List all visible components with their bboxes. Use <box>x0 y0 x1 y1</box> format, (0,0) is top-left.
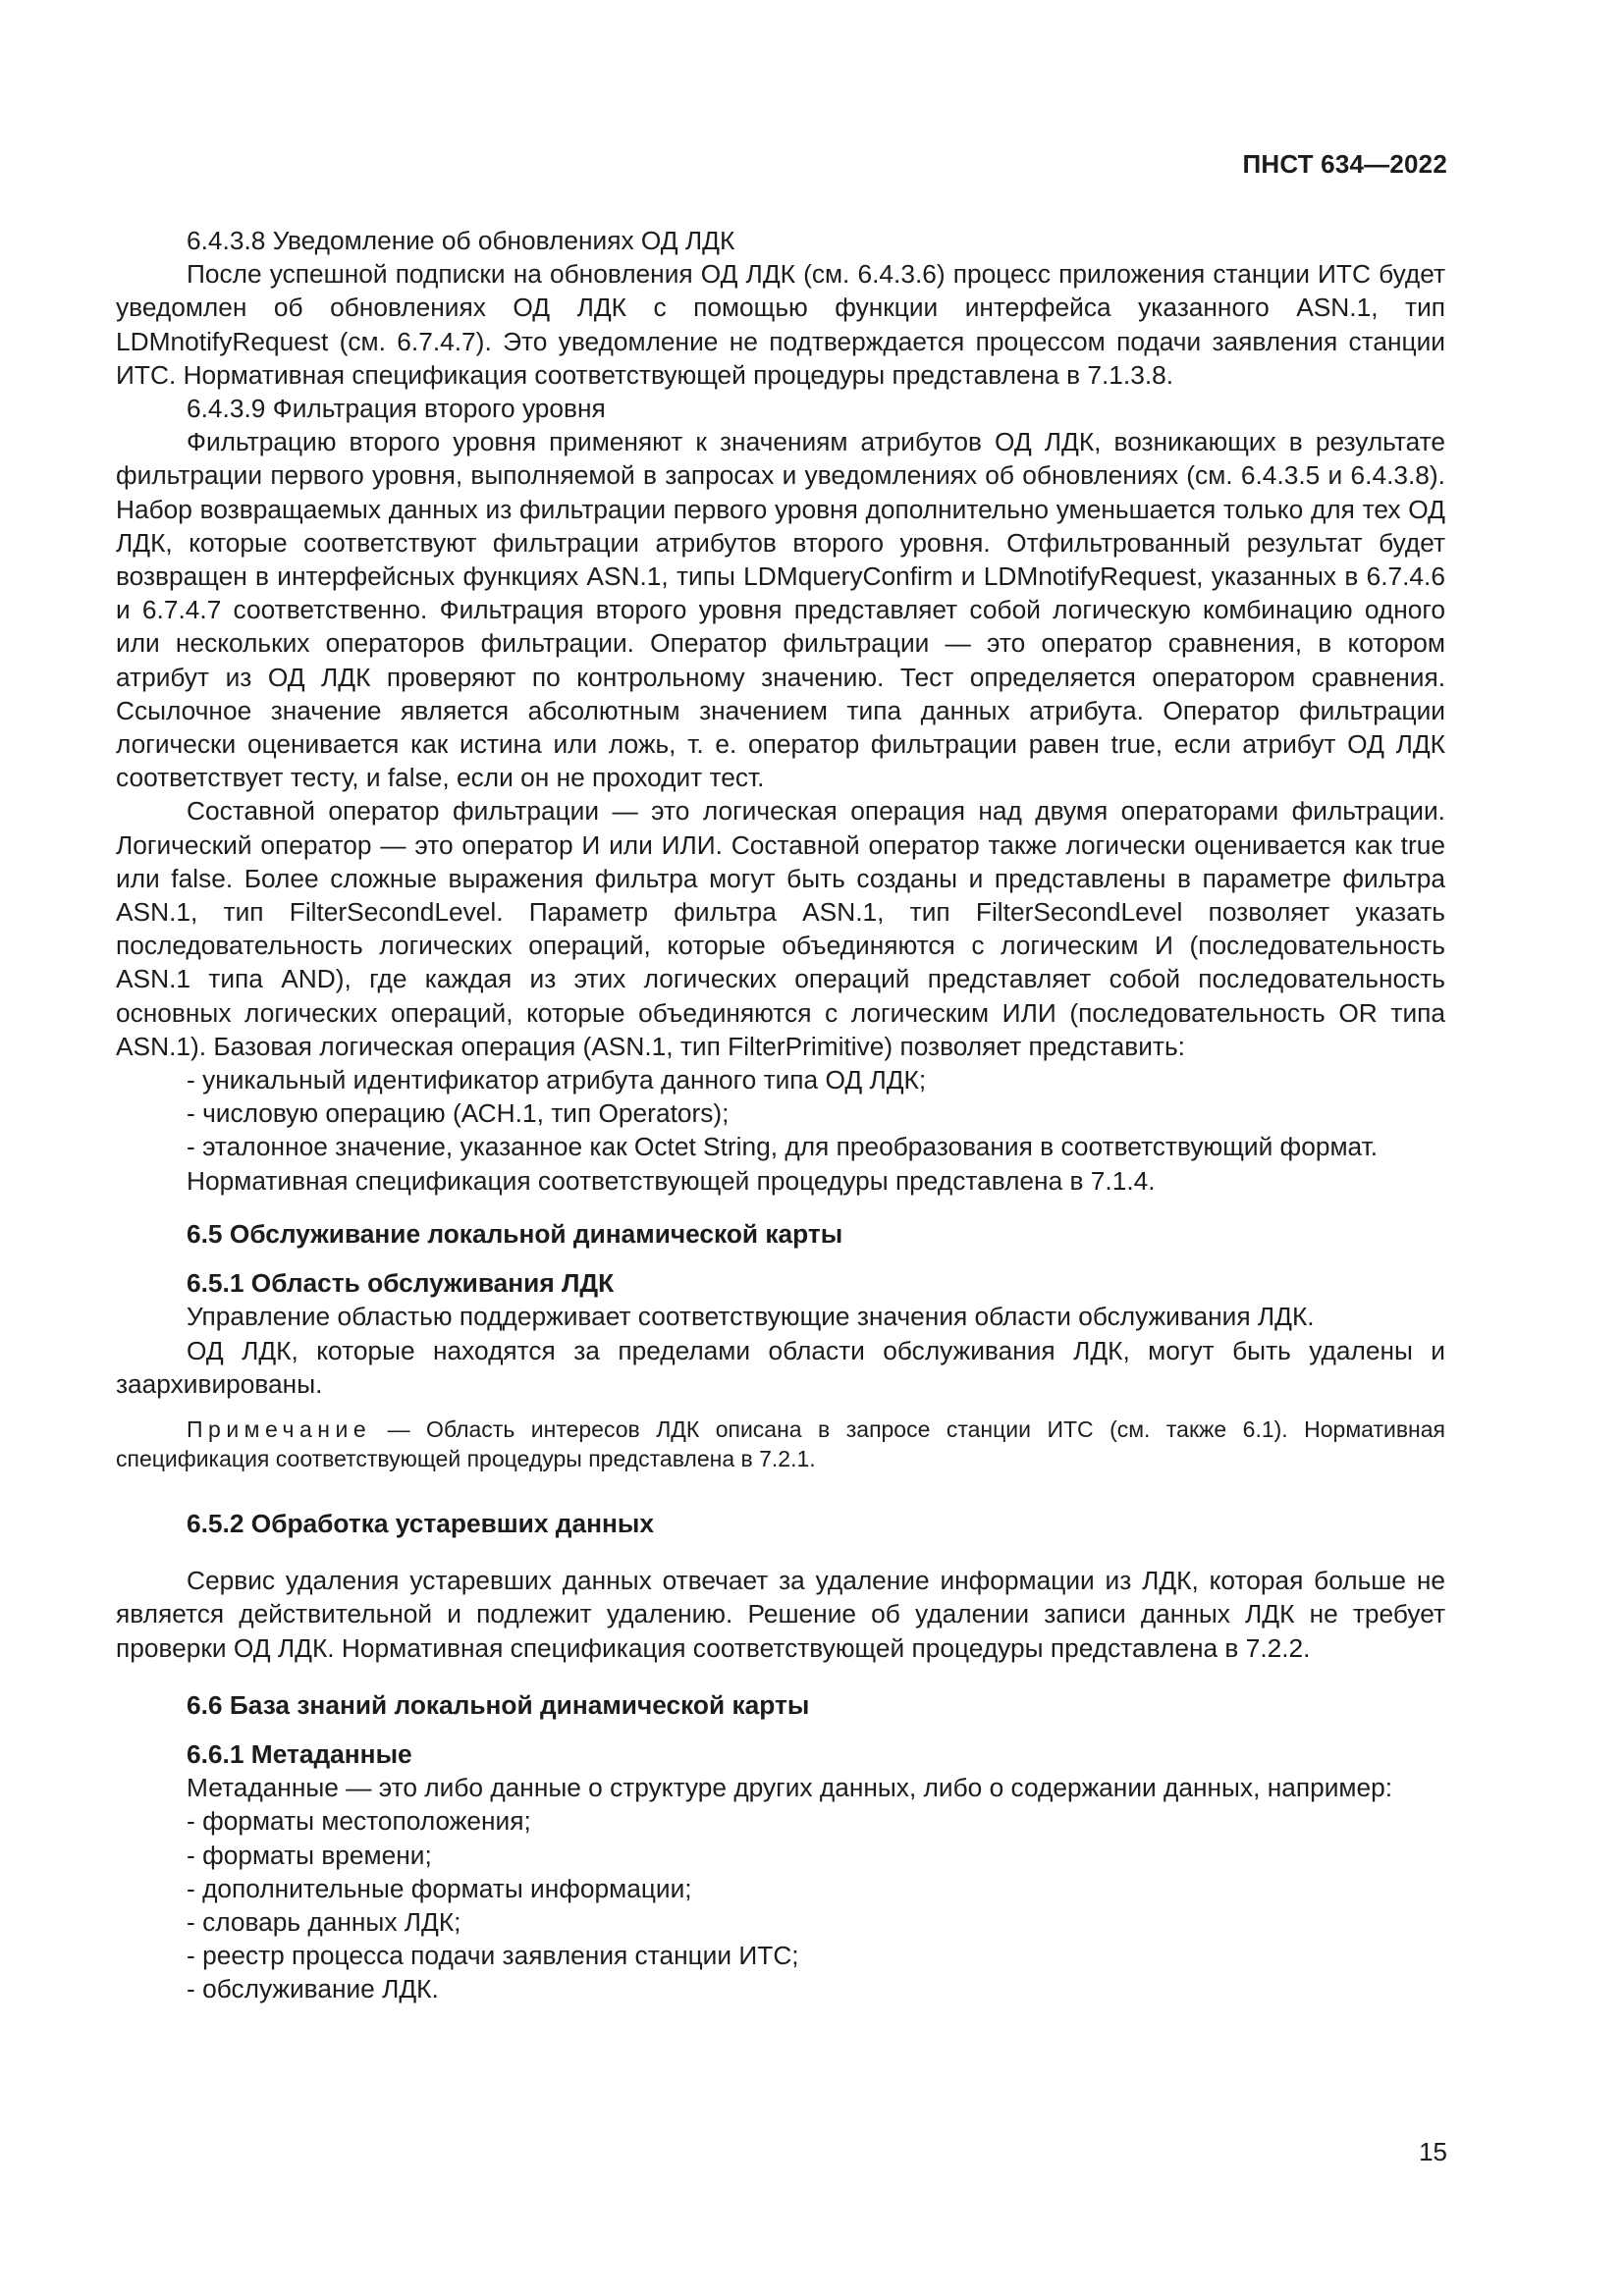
list-item: - числовую операцию (АСН.1, тип Operators); <box>187 1098 730 1129</box>
heading-6-4-3-8: 6.4.3.8 Уведомление об обновлениях ОД ЛДК <box>187 226 735 255</box>
heading-6-5-1: 6.5.1 Область обслуживания ЛДК <box>187 1268 615 1299</box>
heading-6-4-3-9: 6.4.3.9 Фильтрация второго уровня <box>187 394 606 424</box>
heading-6-6-1: 6.6.1 Метаданные <box>187 1738 412 1769</box>
heading-6-5-2: 6.5.2 Обработка устаревших данных <box>187 1508 654 1538</box>
standard-code-header: ПНСТ 634—2022 <box>1242 149 1447 179</box>
list-item: - уникальный идентификатор атрибута данного типа ОД ЛДК; <box>187 1065 927 1095</box>
note <box>116 1415 1445 1473</box>
list-item: - эталонное значение, указанное как Octet String, для преобразования в соответствующий формат. <box>187 1132 1379 1162</box>
page-body <box>116 224 1445 2006</box>
note-label: Примечание <box>187 1415 372 1442</box>
list-item: - форматы местоположения; <box>187 1806 531 1837</box>
paragraph: Фильтрацию второго уровня применяют к значениям атрибутов ОД ЛДК, возникающих в результате фильтрации первого уровня, выполняемой в запросах и уведомлениях об обновлениях (см. 6.4.3.5 и 6.4.3.8). Набор возвращаемых данных из фильтрации первого уровня дополнительно уменьшается только для тех ОД ЛДК, которые соответствуют фильтрации атрибутов второго уровня. Отфильтрованный результат будет возвращен в интерфейсных функциях ASN.1, типы LDMqueryConfirm и LDMnotifyRequest, указанных в 6.7.4.6 и 6.7.4.7 соответственно. Фильтрация второго уровня представляет собой логическую комбинацию одного или нескольких операторов фильтрации. Оператор фильтрации — это оператор сравнения, в котором атрибут из ОД ЛДК проверяют по контрольному значению. Тест определяется оператором сравнения. Ссылочное значение является абсолютным значением типа данных атрибута. Оператор фильтрации логически оценивается как истина или ложь, т. е. оператор фильтрации равен true, если атрибут ОД ЛДК соответствует тесту, и false, если он не проходит тест. <box>116 427 1445 793</box>
note-text: — Область интересов ЛДК описана в запросе станции ИТС (см. также 6.1). Нормативная спецификация соответствующей процедуры представлена в 7.2.1. <box>116 1415 1445 1471</box>
list-item: - обслуживание ЛДК. <box>187 1974 439 2004</box>
paragraph: После успешной подписки на обновления ОД ЛДК (см. 6.4.3.6) процесс приложения станции ИТС будет уведомлен об обновлениях ОД ЛДК с помощью функции интерфейса указанного ASN.1, тип LDMnotifyRequest (см. 6.7.4.7). Это уведомление не подтверждается процессом подачи заявления станции ИТС. Нормативная спецификация соответствующей процедуры представлена в 7.1.3.8. <box>116 259 1445 390</box>
heading-6-5: 6.5 Обслуживание локальной динамической карты <box>187 1218 843 1249</box>
list-item: - форматы времени; <box>187 1840 432 1870</box>
paragraph: ОД ЛДК, которые находятся за пределами области обслуживания ЛДК, могут быть удалены и заархивированы. <box>116 1335 1445 1399</box>
paragraph: Составной оператор фильтрации — это логическая операция над двумя операторами фильтрации. Логический оператор — это оператор И или ИЛИ. Составной оператор также логически оценивается как true или false. Более сложные выражения фильтра могут быть созданы и представлены в параметре фильтра ASN.1, тип FilterSecondLevel. Параметр фильтра ASN.1, тип FilterSecondLevel позволяет указать последовательность логических операций, которые объединяются с логическим И (последовательность ASN.1 типа AND), где каждая из этих логических операций представляет собой последовательность основных логических операций, которые объединяются с логическим ИЛИ (последовательность OR типа ASN.1). Базовая логическая операция (ASN.1, тип FilterPrimitive) позволяет представить: <box>116 796 1445 1061</box>
heading-6-6: 6.6 База знаний локальной динамической карты <box>187 1689 810 1720</box>
paragraph: Сервис удаления устаревших данных отвечает за удаление информации из ЛДК, которая больше не является действительной и подлежит удалению. Решение об удалении записи данных ЛДК не требует проверки ОД ЛДК. Нормативная спецификация соответствующей процедуры представлена в 7.2.2. <box>116 1566 1445 1663</box>
paragraph: Метаданные — это либо данные о структуре других данных, либо о содержании данных, например: <box>187 1773 1393 1803</box>
list-item: - словарь данных ЛДК; <box>187 1906 461 1937</box>
list-item: - реестр процесса подачи заявления станции ИТС; <box>187 1941 799 1971</box>
page-number: 15 <box>1419 2137 1447 2166</box>
paragraph: Нормативная спецификация соответствующей процедуры представлена в 7.1.4. <box>187 1165 1156 1196</box>
list-item: - дополнительные форматы информации; <box>187 1873 692 1903</box>
paragraph: Управление областью поддерживает соответствующие значения области обслуживания ЛДК. <box>187 1302 1315 1332</box>
